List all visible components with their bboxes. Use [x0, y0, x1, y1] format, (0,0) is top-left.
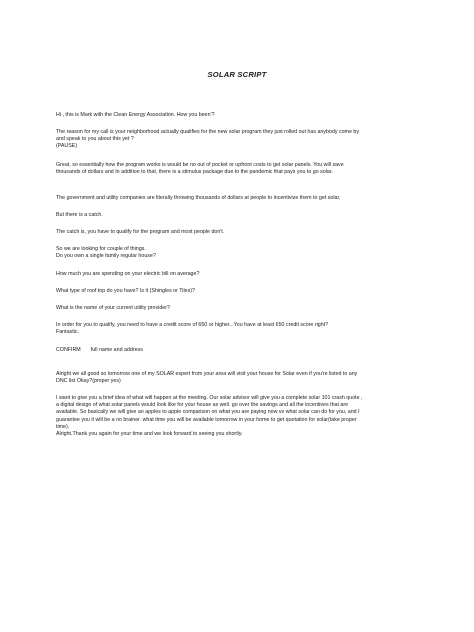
- confirm-line: [56, 347, 396, 354]
- text-line: I want to give you a brief idea of what will happen at the meeting. Our solar advisor will give you a complete solar 101 crash quote ,: [56, 395, 363, 401]
- text-line: DNC list Okay?(proper yes): [56, 378, 121, 385]
- text-line: But there is a catch.: [56, 212, 103, 218]
- text-line: and speak to you about this yet ?: [56, 136, 134, 143]
- requirements-paragraph: [56, 246, 396, 260]
- text-line: What is the name of your current utility provider?: [56, 305, 170, 311]
- catch-paragraph: [56, 212, 396, 219]
- text-line: How much you are spending on your electric bill on average?: [56, 271, 200, 277]
- text-line: Alright.Thank you again for your time and we look forward to seeing you shortly.: [56, 431, 243, 438]
- document-title: SOLAR SCRIPT: [207, 70, 267, 79]
- text-line: a digital design of what solar panels would look like for your house as well. go over the savings and all the incentives that are: [56, 402, 349, 409]
- text-line: Alright we all good so tomorrow one of my SOLAR expert from your area will visit your house for Solar even if you're listed to any: [56, 371, 358, 377]
- text-line: (PAUSE): [56, 143, 78, 150]
- reason-paragraph: [56, 129, 396, 151]
- confirm-value: full name and address: [90, 347, 143, 353]
- text-line: Do you own a single family regular house?: [56, 253, 156, 260]
- utility-question: [56, 305, 396, 312]
- roof-question: [56, 288, 396, 295]
- text-line: available. So basically we will give an apples to apple comparison on what you are paying now vs what solar can do for you, and I: [56, 409, 360, 416]
- text-line: The catch is, you have to qualify for the program and most people don't.: [56, 229, 225, 235]
- text-line: time).: [56, 423, 70, 430]
- text-line: The reason for my call is your neighborhood actually qualifies for the new solar program they just rolled out has anybody come by: [56, 129, 359, 135]
- text-line: Fantastic.: [56, 329, 79, 336]
- text-line: thousands of dollars and In addition to that, there is a stimulus package due to the pandemic that pays you to go solar.: [56, 169, 333, 176]
- text-line: Hi , this is Mark with the Clean Energy Association. How you been'?: [56, 112, 215, 118]
- text-line: The government and utility companies are literally throwing thousands of dollars at people to incentivize them to get solar.: [56, 195, 341, 201]
- government-paragraph: [56, 195, 396, 202]
- text-line: So we are looking for couple of things.: [56, 246, 146, 252]
- program-paragraph: [56, 162, 396, 176]
- appointment-paragraph: [56, 371, 396, 385]
- text-line: Great, so essentially how the program works is would be no out of pocket or upfront costs to get solar panels. You will save: [56, 162, 344, 168]
- confirm-label: CONFIRM: [56, 347, 81, 353]
- meeting-paragraph: [56, 395, 396, 438]
- greeting-paragraph: [56, 112, 396, 119]
- text-line: In order for you to qualify, you need to have a credit score of 650 or higher...You have at least 650 credit score right?: [56, 322, 329, 328]
- text-line: guarantee you it will be a no brainer. what time you will be available tomorrow in your home to get quotation for solar(take proper: [56, 416, 357, 423]
- credit-paragraph: [56, 322, 396, 336]
- text-line: What type of roof top do you have? Is it (Shingles or Tiles)?: [56, 288, 195, 294]
- qualify-paragraph: [56, 229, 396, 236]
- electric-bill-question: [56, 271, 396, 278]
